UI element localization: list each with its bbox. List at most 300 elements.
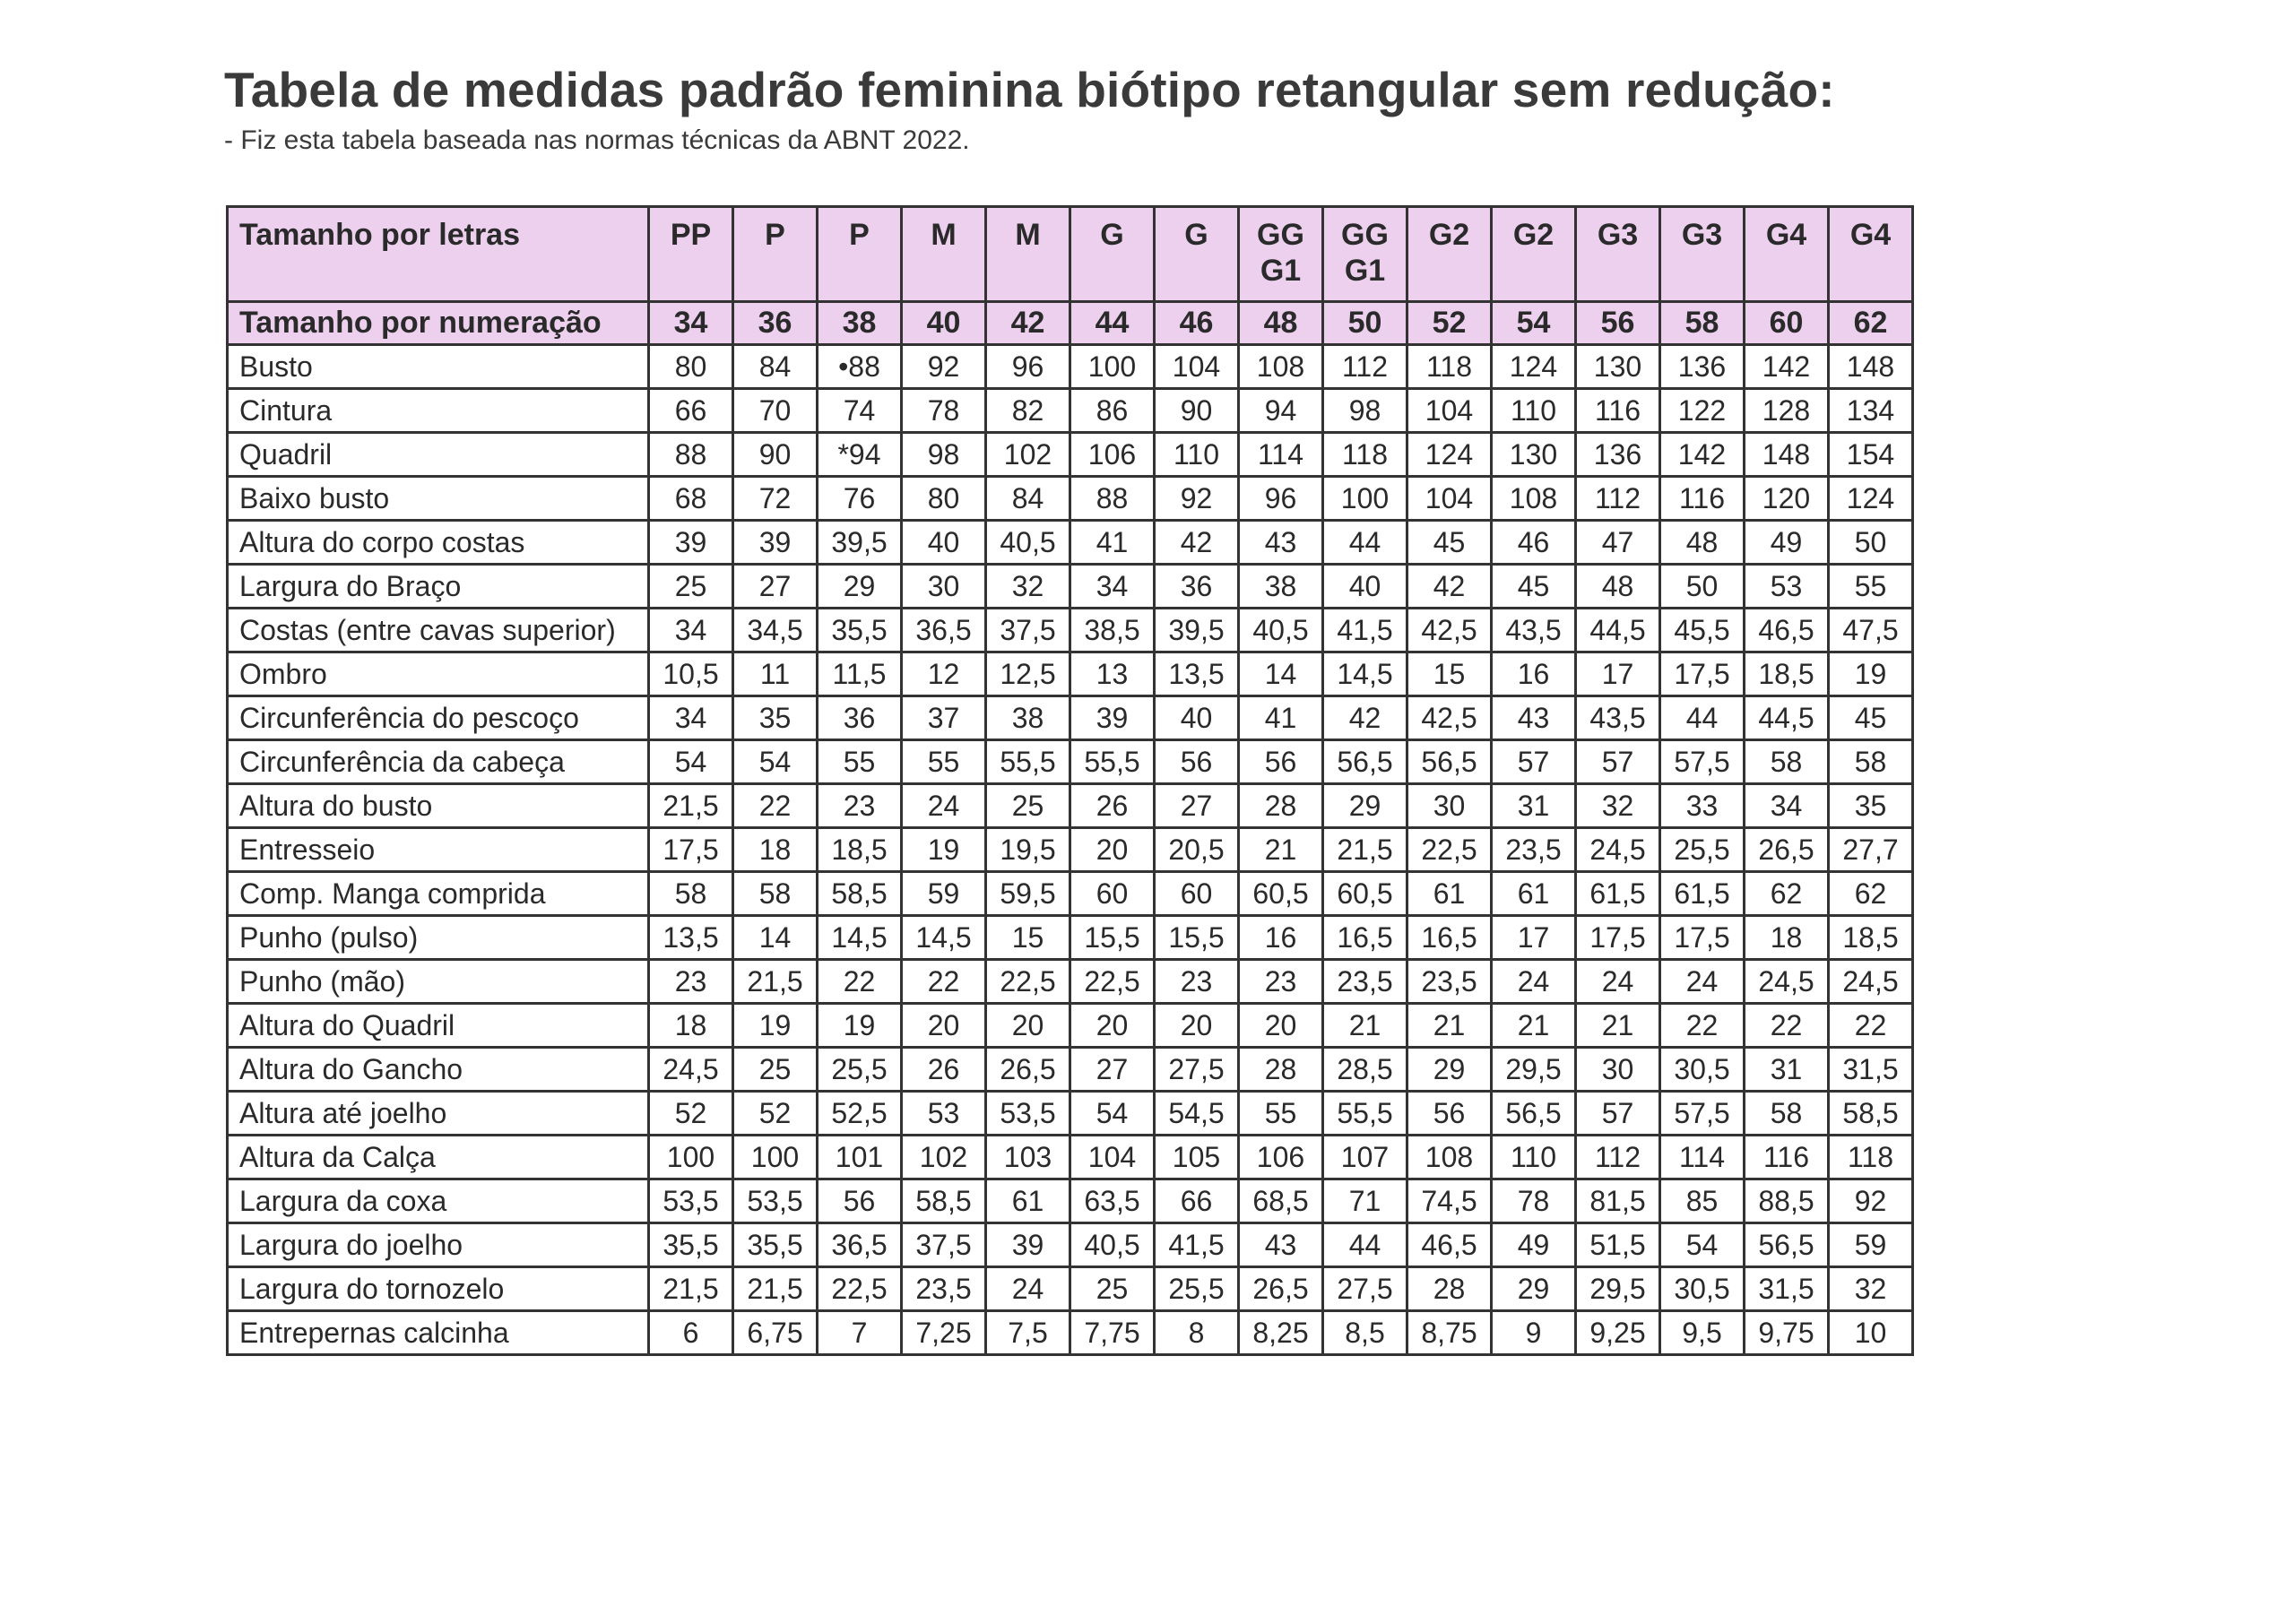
header-size-letter: M <box>986 207 1070 302</box>
table-cell: 58 <box>1745 740 1829 784</box>
table-cell: 78 <box>1492 1179 1576 1223</box>
table-cell: 26,5 <box>1239 1267 1323 1311</box>
table-cell: 38,5 <box>1070 609 1155 652</box>
table-cell: 14 <box>1239 652 1323 696</box>
table-cell: 57 <box>1492 740 1576 784</box>
table-cell: 27 <box>1155 784 1239 828</box>
table-row <box>228 872 1913 916</box>
table-cell: 58 <box>1829 740 1913 784</box>
table-cell: 68 <box>649 477 733 521</box>
table-cell: 53 <box>1745 565 1829 609</box>
table-cell: 16 <box>1239 916 1323 960</box>
table-cell: 44 <box>1323 1223 1407 1267</box>
table-cell: 17,5 <box>1660 652 1745 696</box>
table-cell: 84 <box>986 477 1070 521</box>
row-label: Punho (pulso) <box>228 916 649 960</box>
table-cell: 118 <box>1829 1136 1913 1179</box>
table-cell: 46 <box>1492 521 1576 565</box>
table-cell: 22,5 <box>1407 828 1492 872</box>
table-cell: 25 <box>733 1048 818 1092</box>
table-cell: 30 <box>1576 1048 1660 1092</box>
table-cell: 18,5 <box>1745 652 1829 696</box>
table-cell: 16,5 <box>1323 916 1407 960</box>
row-label: Busto <box>228 345 649 389</box>
table-cell: 30,5 <box>1660 1048 1745 1092</box>
header-size-letter: G2 <box>1492 207 1576 302</box>
table-row <box>228 828 1913 872</box>
table-cell: 116 <box>1576 389 1660 433</box>
table-cell: 33 <box>1660 784 1745 828</box>
table-cell: 15 <box>1407 652 1492 696</box>
table-cell: 43,5 <box>1576 696 1660 740</box>
table-cell: 56 <box>818 1179 902 1223</box>
table-cell: 90 <box>733 433 818 477</box>
table-cell: 61,5 <box>1660 872 1745 916</box>
table-cell: 19 <box>1829 652 1913 696</box>
table-cell: 17,5 <box>1660 916 1745 960</box>
table-cell: 7 <box>818 1311 902 1355</box>
table-cell: 10 <box>1829 1311 1913 1355</box>
table-cell: 37,5 <box>986 609 1070 652</box>
table-row <box>228 916 1913 960</box>
table-cell: 23 <box>818 784 902 828</box>
table-cell: 23 <box>1239 960 1323 1004</box>
table-cell: 102 <box>902 1136 986 1179</box>
table-cell: 21 <box>1492 1004 1576 1048</box>
row-label: Comp. Manga comprida <box>228 872 649 916</box>
table-cell: 34 <box>1070 565 1155 609</box>
table-cell: 19 <box>818 1004 902 1048</box>
table-cell: 118 <box>1407 345 1492 389</box>
table-cell: 6 <box>649 1311 733 1355</box>
table-row <box>228 1136 1913 1179</box>
table-cell: 24,5 <box>649 1048 733 1092</box>
table-cell: 58,5 <box>902 1179 986 1223</box>
table-cell: 18 <box>733 828 818 872</box>
table-cell: 56 <box>1155 740 1239 784</box>
header-size-number: 42 <box>986 302 1070 345</box>
table-cell: 21,5 <box>649 1267 733 1311</box>
table-cell: 58 <box>1745 1092 1829 1136</box>
table-cell: 29 <box>1407 1048 1492 1092</box>
table-cell: 92 <box>1155 477 1239 521</box>
table-cell: 55 <box>902 740 986 784</box>
table-cell: 36,5 <box>818 1223 902 1267</box>
table-row <box>228 521 1913 565</box>
table-row <box>228 1223 1913 1267</box>
table-cell: 21,5 <box>733 960 818 1004</box>
table-cell: 35 <box>1829 784 1913 828</box>
table-cell: 12 <box>902 652 986 696</box>
table-cell: 56 <box>1239 740 1323 784</box>
table-cell: 46,5 <box>1745 609 1829 652</box>
table-cell: 88 <box>1070 477 1155 521</box>
header-size-letter: G3 <box>1660 207 1745 302</box>
table-cell: 19,5 <box>986 828 1070 872</box>
row-label: Largura do Braço <box>228 565 649 609</box>
table-cell: 106 <box>1070 433 1155 477</box>
table-cell: 14,5 <box>818 916 902 960</box>
table-row <box>228 609 1913 652</box>
header-size-number: 48 <box>1239 302 1323 345</box>
table-cell: 25 <box>649 565 733 609</box>
table-cell: 20 <box>986 1004 1070 1048</box>
header-size-number: 60 <box>1745 302 1829 345</box>
table-cell: 28,5 <box>1323 1048 1407 1092</box>
table-cell: 27,7 <box>1829 828 1913 872</box>
table-cell: 20 <box>1070 828 1155 872</box>
table-cell: 104 <box>1070 1136 1155 1179</box>
row-label: Largura da coxa <box>228 1179 649 1223</box>
table-cell: 13,5 <box>1155 652 1239 696</box>
table-row <box>228 960 1913 1004</box>
table-cell: 86 <box>1070 389 1155 433</box>
table-cell: 63,5 <box>1070 1179 1155 1223</box>
table-cell: 13 <box>1070 652 1155 696</box>
table-cell: 57,5 <box>1660 740 1745 784</box>
row-label: Altura do busto <box>228 784 649 828</box>
header-size-number: 46 <box>1155 302 1239 345</box>
table-cell: 42 <box>1155 521 1239 565</box>
table-cell: 45 <box>1829 696 1913 740</box>
table-cell: 23,5 <box>902 1267 986 1311</box>
header-size-letter: GG G1 <box>1323 207 1407 302</box>
table-cell: 88 <box>649 433 733 477</box>
table-cell: 29,5 <box>1492 1048 1576 1092</box>
table-cell: 62 <box>1745 872 1829 916</box>
table-cell: 74,5 <box>1407 1179 1492 1223</box>
table-cell: 154 <box>1829 433 1913 477</box>
table-cell: 22 <box>1745 1004 1829 1048</box>
table-cell: 24 <box>986 1267 1070 1311</box>
header-size-number: 38 <box>818 302 902 345</box>
table-cell: 24 <box>1660 960 1745 1004</box>
table-cell: 110 <box>1492 1136 1576 1179</box>
table-cell: 23,5 <box>1492 828 1576 872</box>
table-cell: 60 <box>1155 872 1239 916</box>
table-cell: 9,5 <box>1660 1311 1745 1355</box>
header-numbers-label: Tamanho por numeração <box>228 302 649 345</box>
table-cell: 52 <box>733 1092 818 1136</box>
table-cell: 8,75 <box>1407 1311 1492 1355</box>
table-cell: 49 <box>1492 1223 1576 1267</box>
table-cell: 22,5 <box>986 960 1070 1004</box>
table-cell: 23 <box>649 960 733 1004</box>
table-cell: 18 <box>1745 916 1829 960</box>
table-cell: 94 <box>1239 389 1323 433</box>
table-cell: 82 <box>986 389 1070 433</box>
table-cell: 43 <box>1239 521 1323 565</box>
table-cell: 22 <box>1829 1004 1913 1048</box>
table-cell: 24 <box>1492 960 1576 1004</box>
table-cell: 134 <box>1829 389 1913 433</box>
table-cell: 80 <box>649 345 733 389</box>
header-size-letter: P <box>818 207 902 302</box>
table-body <box>228 345 1913 1355</box>
table-cell: 58 <box>649 872 733 916</box>
table-cell: 35,5 <box>818 609 902 652</box>
table-cell: 41,5 <box>1155 1223 1239 1267</box>
table-cell: 54 <box>1660 1223 1745 1267</box>
row-label: Entrepernas calcinha <box>228 1311 649 1355</box>
table-cell: 21,5 <box>649 784 733 828</box>
table-cell: 8 <box>1155 1311 1239 1355</box>
table-cell: 20,5 <box>1155 828 1239 872</box>
table-cell: 24 <box>1576 960 1660 1004</box>
table-cell: 13,5 <box>649 916 733 960</box>
table-cell: 34,5 <box>733 609 818 652</box>
table-cell: 55,5 <box>1323 1092 1407 1136</box>
table-cell: 39,5 <box>818 521 902 565</box>
table-cell: 51,5 <box>1576 1223 1660 1267</box>
table-cell: 26,5 <box>1745 828 1829 872</box>
table-cell: 14,5 <box>902 916 986 960</box>
table-cell: 15,5 <box>1155 916 1239 960</box>
table-cell: 48 <box>1660 521 1745 565</box>
table-cell: 25,5 <box>1155 1267 1239 1311</box>
table-cell: 24 <box>902 784 986 828</box>
row-label: Ombro <box>228 652 649 696</box>
table-cell: 39 <box>1070 696 1155 740</box>
table-cell: 41 <box>1070 521 1155 565</box>
table-cell: 55 <box>818 740 902 784</box>
table-cell: 50 <box>1660 565 1745 609</box>
table-cell: 56 <box>1407 1092 1492 1136</box>
table-cell: 70 <box>733 389 818 433</box>
table-cell: 45 <box>1492 565 1576 609</box>
table-cell: 35,5 <box>649 1223 733 1267</box>
table-cell: 148 <box>1829 345 1913 389</box>
table-cell: 37,5 <box>902 1223 986 1267</box>
table-cell: 56,5 <box>1407 740 1492 784</box>
row-label: Circunferência do pescoço <box>228 696 649 740</box>
table-cell: 21 <box>1239 828 1323 872</box>
table-cell: 14 <box>733 916 818 960</box>
table-cell: 118 <box>1323 433 1407 477</box>
table-cell: 66 <box>1155 1179 1239 1223</box>
table-cell: 61 <box>986 1179 1070 1223</box>
table-cell: 22 <box>733 784 818 828</box>
table-cell: 8,25 <box>1239 1311 1323 1355</box>
table-cell: 23,5 <box>1323 960 1407 1004</box>
table-row <box>228 1092 1913 1136</box>
table-cell: 24,5 <box>1829 960 1913 1004</box>
table-cell: 85 <box>1660 1179 1745 1223</box>
table-cell: 54,5 <box>1155 1092 1239 1136</box>
table-cell: 19 <box>733 1004 818 1048</box>
page-title: Tabela de medidas padrão feminina biótipo retangular sem redução: <box>224 62 1835 117</box>
table-cell: 34 <box>649 609 733 652</box>
table-cell: 26,5 <box>986 1048 1070 1092</box>
table-cell: 124 <box>1492 345 1576 389</box>
table-cell: 88,5 <box>1745 1179 1829 1223</box>
table-cell: 100 <box>1070 345 1155 389</box>
table-cell: 38 <box>1239 565 1323 609</box>
table-cell: 108 <box>1239 345 1323 389</box>
table-cell: 21 <box>1323 1004 1407 1048</box>
table-cell: 61 <box>1492 872 1576 916</box>
row-label: Largura do joelho <box>228 1223 649 1267</box>
table-cell: 11 <box>733 652 818 696</box>
header-size-letter: G4 <box>1745 207 1829 302</box>
table-cell: 105 <box>1155 1136 1239 1179</box>
table-cell: 66 <box>649 389 733 433</box>
table-row <box>228 389 1913 433</box>
table-cell: 62 <box>1829 872 1913 916</box>
table-cell: 48 <box>1576 565 1660 609</box>
table-cell: 27,5 <box>1155 1048 1239 1092</box>
row-label: Altura do Gancho <box>228 1048 649 1092</box>
table-cell: 108 <box>1492 477 1576 521</box>
header-size-letter: M <box>902 207 986 302</box>
header-size-number: 58 <box>1660 302 1745 345</box>
table-cell: 47 <box>1576 521 1660 565</box>
table-cell: 10,5 <box>649 652 733 696</box>
table-cell: 26 <box>902 1048 986 1092</box>
table-cell: 55,5 <box>1070 740 1155 784</box>
table-cell: 53,5 <box>986 1092 1070 1136</box>
table-cell: 96 <box>1239 477 1323 521</box>
table-cell: 26 <box>1070 784 1155 828</box>
table-cell: 14,5 <box>1323 652 1407 696</box>
table-cell: 76 <box>818 477 902 521</box>
table-cell: 100 <box>649 1136 733 1179</box>
table-cell: 40 <box>1155 696 1239 740</box>
table-cell: 36 <box>818 696 902 740</box>
table-cell: 40,5 <box>1239 609 1323 652</box>
table-cell: 25 <box>986 784 1070 828</box>
row-label: Punho (mão) <box>228 960 649 1004</box>
table-cell: 45 <box>1407 521 1492 565</box>
table-cell: 21 <box>1407 1004 1492 1048</box>
table-cell: 41 <box>1239 696 1323 740</box>
table-cell: 116 <box>1745 1136 1829 1179</box>
table-cell: 57 <box>1576 1092 1660 1136</box>
table-cell: 15 <box>986 916 1070 960</box>
table-row <box>228 740 1913 784</box>
table-cell: 29 <box>1323 784 1407 828</box>
table-cell: 130 <box>1576 345 1660 389</box>
table-cell: 108 <box>1407 1136 1492 1179</box>
table-cell: 28 <box>1239 1048 1323 1092</box>
table-cell: 110 <box>1492 389 1576 433</box>
table-cell: 84 <box>733 345 818 389</box>
table-cell: 56,5 <box>1492 1092 1576 1136</box>
header-size-number: 36 <box>733 302 818 345</box>
table-cell: 22 <box>1660 1004 1745 1048</box>
table-cell: 72 <box>733 477 818 521</box>
table-cell: 21 <box>1576 1004 1660 1048</box>
table-cell: 52,5 <box>818 1092 902 1136</box>
table-cell: 9,25 <box>1576 1311 1660 1355</box>
table-cell: 47,5 <box>1829 609 1913 652</box>
header-size-number: 52 <box>1407 302 1492 345</box>
table-cell: 28 <box>1407 1267 1492 1311</box>
table-cell: 53,5 <box>733 1179 818 1223</box>
table-cell: 54 <box>733 740 818 784</box>
table-cell: 38 <box>986 696 1070 740</box>
table-cell: 60,5 <box>1323 872 1407 916</box>
table-cell: 39 <box>733 521 818 565</box>
table-cell: 22,5 <box>1070 960 1155 1004</box>
table-cell: 22 <box>818 960 902 1004</box>
table-cell: 27 <box>1070 1048 1155 1092</box>
table-cell: 128 <box>1745 389 1829 433</box>
header-size-number: 56 <box>1576 302 1660 345</box>
table-cell: 78 <box>902 389 986 433</box>
table-cell: 28 <box>1239 784 1323 828</box>
table-cell: 61 <box>1407 872 1492 916</box>
table-cell: 104 <box>1407 389 1492 433</box>
table-cell: 112 <box>1576 1136 1660 1179</box>
table-cell: 96 <box>986 345 1070 389</box>
table-cell: 40,5 <box>1070 1223 1155 1267</box>
table-cell: 116 <box>1660 477 1745 521</box>
table-cell: 43,5 <box>1492 609 1576 652</box>
row-label: Largura do tornozelo <box>228 1267 649 1311</box>
header-size-letter: G2 <box>1407 207 1492 302</box>
table-cell: 104 <box>1155 345 1239 389</box>
table-cell: 142 <box>1745 345 1829 389</box>
table-cell: 114 <box>1239 433 1323 477</box>
table-cell: 55 <box>1829 565 1913 609</box>
header-size-letter: PP <box>649 207 733 302</box>
table-cell: 37 <box>902 696 986 740</box>
table-cell: 136 <box>1576 433 1660 477</box>
table-cell: 92 <box>1829 1179 1913 1223</box>
table-cell: 58,5 <box>1829 1092 1913 1136</box>
table-cell: 31 <box>1492 784 1576 828</box>
table-cell: 44,5 <box>1576 609 1660 652</box>
table-cell: 29 <box>1492 1267 1576 1311</box>
table-cell: 42,5 <box>1407 609 1492 652</box>
table-cell: 60,5 <box>1239 872 1323 916</box>
table-cell: 57,5 <box>1660 1092 1745 1136</box>
table-cell: 31,5 <box>1829 1048 1913 1092</box>
table-row <box>228 345 1913 389</box>
table-cell: 42 <box>1407 565 1492 609</box>
table-cell: 17 <box>1576 652 1660 696</box>
row-label: Altura do Quadril <box>228 1004 649 1048</box>
header-size-number: 50 <box>1323 302 1407 345</box>
table-cell: 59 <box>902 872 986 916</box>
page-subtitle: - Fiz esta tabela baseada nas normas técnicas da ABNT 2022. <box>224 125 970 155</box>
table-cell: 17,5 <box>1576 916 1660 960</box>
row-label: Altura da Calça <box>228 1136 649 1179</box>
table-cell: 81,5 <box>1576 1179 1660 1223</box>
table-cell: 103 <box>986 1136 1070 1179</box>
table-cell: 8,5 <box>1323 1311 1407 1355</box>
table-cell: 39,5 <box>1155 609 1239 652</box>
table-cell: 34 <box>1745 784 1829 828</box>
table-cell: 44 <box>1660 696 1745 740</box>
table-cell: 23 <box>1155 960 1239 1004</box>
table-cell: 27 <box>733 565 818 609</box>
table-cell: •88 <box>818 345 902 389</box>
table-cell: 16,5 <box>1407 916 1492 960</box>
table-row <box>228 1004 1913 1048</box>
table-cell: 101 <box>818 1136 902 1179</box>
table-cell: 100 <box>733 1136 818 1179</box>
table-cell: 56,5 <box>1745 1223 1829 1267</box>
table-cell: 20 <box>1070 1004 1155 1048</box>
row-label: Altura até joelho <box>228 1092 649 1136</box>
table-cell: 21,5 <box>733 1267 818 1311</box>
table-cell: 42,5 <box>1407 696 1492 740</box>
table-cell: 43 <box>1492 696 1576 740</box>
row-label: Costas (entre cavas superior) <box>228 609 649 652</box>
table-cell: 17,5 <box>649 828 733 872</box>
